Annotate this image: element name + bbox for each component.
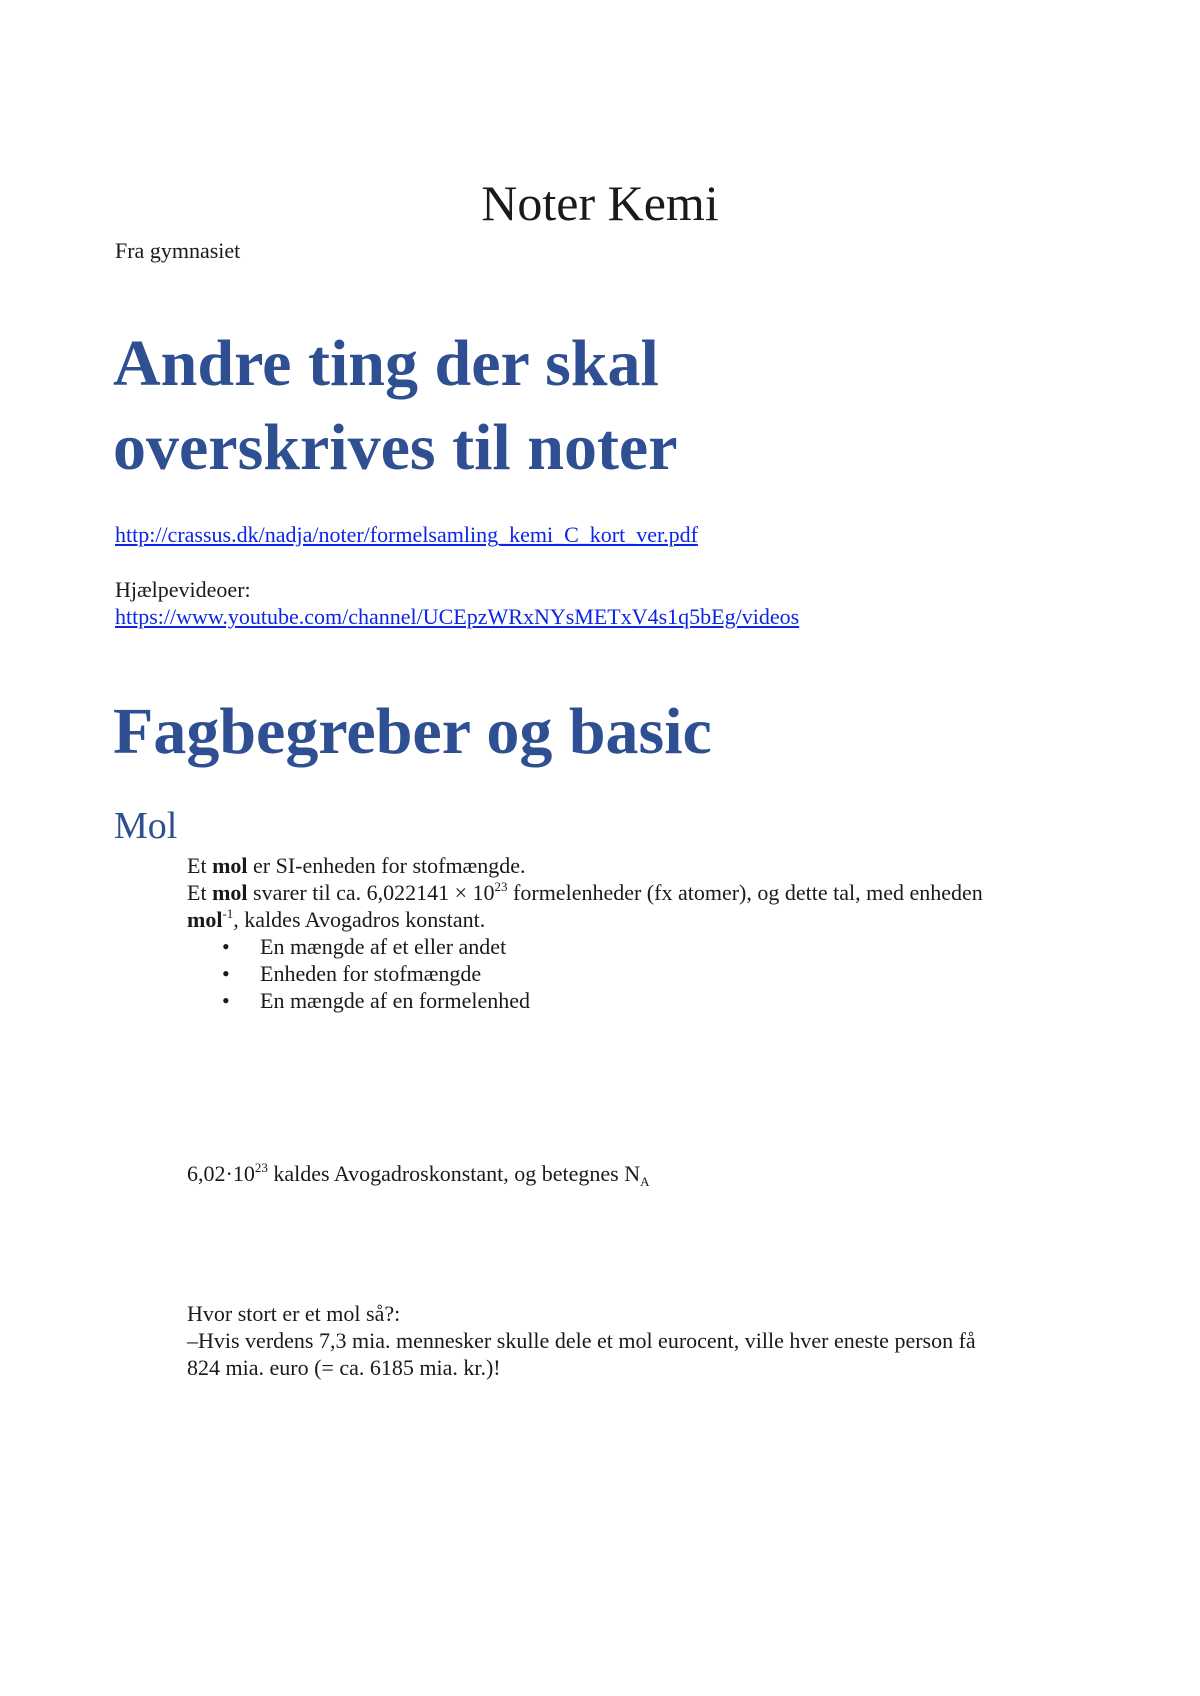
mol-size-example	[187, 1300, 1087, 1381]
document-subtitle: Fra gymnasiet	[115, 238, 241, 263]
help-videos-label: Hjælpevideoer:	[115, 577, 251, 602]
mol-definition-line-1: Et mol er SI-enheden for stofmængde.	[187, 853, 526, 878]
mol-definition-block	[187, 852, 1087, 1014]
mol-bullet-list	[187, 933, 1087, 1014]
heading-notes-to-transcribe	[113, 322, 1013, 490]
document-title: Noter Kemi	[481, 175, 719, 231]
list-item: • En mængde af en formelenhed	[260, 987, 1087, 1014]
mol-size-answer-line-1: –Hvis verdens 7,3 mia. mennesker skulle dele et mol eurocent, ville hver eneste person få	[187, 1328, 976, 1353]
formula-collection-link[interactable]: http://crassus.dk/nadja/noter/formelsamling_kemi_C_kort_ver.pdf	[115, 522, 698, 547]
list-item: • En mængde af et eller andet	[260, 933, 1087, 960]
mol-size-question: Hvor stort er et mol så?:	[187, 1301, 401, 1326]
avogadro-constant-line: $6,02\cdot 10^{23}$ kaldes Avogadroskonstant, og betegnes $N_A$	[187, 1160, 650, 1189]
heading-basic-concepts: Fagbegreber og basic	[113, 695, 712, 768]
youtube-channel-link[interactable]: https://www.youtube.com/channel/UCEpzWRxNYsMETxV4s1q5bEg/videos	[115, 604, 800, 629]
heading-line-1: Andre ting der skal	[113, 327, 659, 400]
heading-line-2: overskrives til noter	[113, 411, 678, 484]
subheading-mol: Mol	[114, 805, 178, 847]
mol-size-answer-line-2: 824 mia. euro (= ca. 6185 mia. kr.)!	[187, 1355, 501, 1380]
mol-definition-line-2: Et mol svarer til ca. $6,022141 \times 10^{23}$ formelenheder (fx atomer), og dette tal, med enheden	[187, 879, 983, 905]
mol-definition-line-3: mol$^{-1}$, kaldes Avogadros konstant.	[187, 906, 486, 932]
list-item: • Enheden for stofmængde	[260, 960, 1087, 987]
